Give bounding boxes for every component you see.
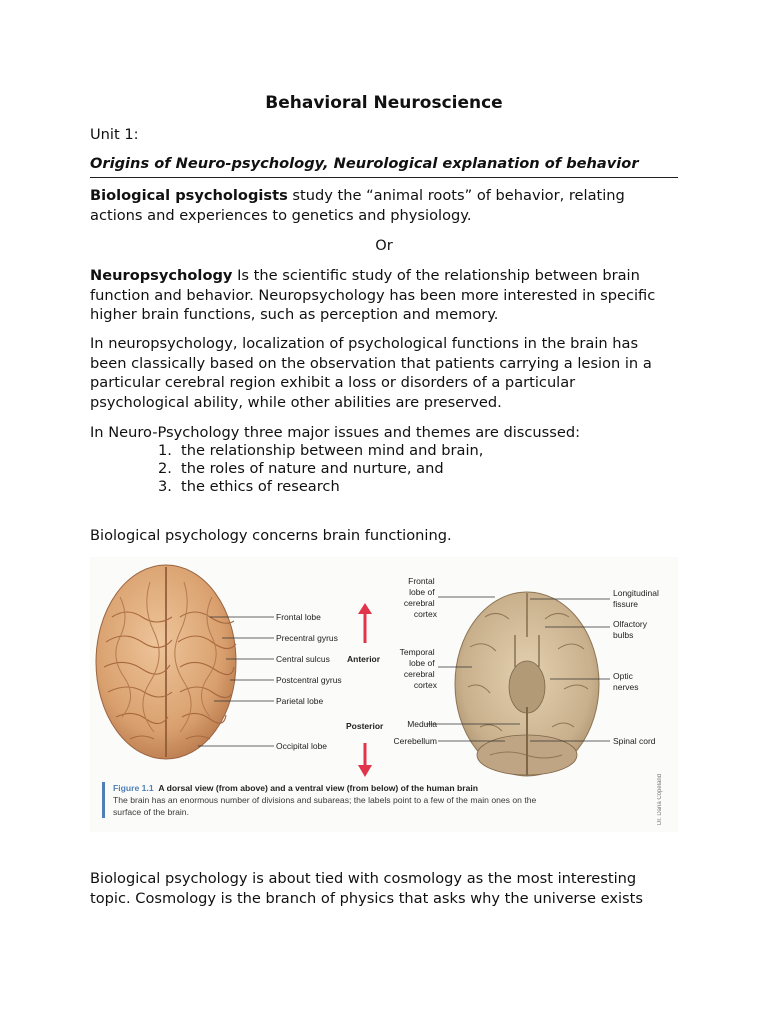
or-separator: Or xyxy=(375,237,393,254)
term-neuropsychology: Neuropsychology xyxy=(90,267,233,284)
label-longitudinal-fissure: Longitudinal fissure xyxy=(613,588,659,609)
label-occipital-lobe: Occipital lobe xyxy=(276,741,328,751)
photo-credit: Dr. Dana Copeland xyxy=(657,773,663,825)
label-ventral-frontal: Frontal lobe of cerebral cortex xyxy=(403,576,437,619)
paragraph-brain-functioning: Biological psychology concerns brain functioning. xyxy=(90,527,452,544)
posterior-arrow-icon xyxy=(358,743,372,777)
page-title: Behavioral Neuroscience xyxy=(265,93,503,113)
figure-caption-text: The brain has an enormous number of divisions and subareas; the labels point to a few of the main ones on the surface of the brain. xyxy=(113,795,537,817)
label-cerebellum: Cerebellum xyxy=(393,736,437,746)
paragraph-text: Is the scientific study of the relationship between brain function and behavior. Neuropsychology has been more interested in specific higher brain functions, such as perception and memory. xyxy=(90,267,656,324)
paragraph-localization: In neuropsychology, localization of psychological functions in the brain has been classically based on the observation that patients carrying a lesion in a particular cerebral region exhibit a loss or disorders of a particular psychological ability, while other abilities are preserved. xyxy=(90,335,652,411)
list-intro: In Neuro-Psychology three major issues and themes are discussed: xyxy=(90,424,581,441)
label-ventral-temporal: Temporal lobe of cerebral cortex xyxy=(399,647,437,690)
anterior-arrow-icon xyxy=(358,603,372,643)
paragraph-neuropsychology xyxy=(90,266,678,325)
list-item: 3. the ethics of research xyxy=(158,478,340,495)
figure-number: Figure 1.1 xyxy=(113,783,154,793)
label-olfactory-bulbs: Olfactory bulbs xyxy=(613,619,648,640)
paragraph-biological-psychologists xyxy=(90,186,678,225)
label-parietal-lobe: Parietal lobe xyxy=(276,696,324,706)
paragraph-cosmology: Biological psychology is about tied with cosmology as the most interesting topic. Cosmology is the branch of physics that asks why the universe exists xyxy=(90,870,643,907)
label-optic-nerves: Optic nerves xyxy=(613,671,639,692)
label-spinal-cord: Spinal cord xyxy=(613,736,656,746)
dorsal-brain-image xyxy=(96,565,236,759)
list-item: 2. the roles of nature and nurture, and xyxy=(158,460,444,477)
label-postcentral-gyrus: Postcentral gyrus xyxy=(276,675,342,685)
ventral-brain-image xyxy=(455,592,599,776)
unit-label: Unit 1: xyxy=(90,126,139,143)
brain-figure xyxy=(90,557,678,832)
issues-list xyxy=(90,442,678,496)
figure-caption xyxy=(102,782,543,818)
term-biological-psychologists: Biological psychologists xyxy=(90,187,288,204)
label-anterior: Anterior xyxy=(347,654,381,664)
figure-title: A dorsal view (from above) and a ventral view (from below) of the human brain xyxy=(158,783,478,793)
paragraph-text: study the “animal roots” of behavior, relating actions and experiences to genetics and physiology. xyxy=(90,187,625,224)
label-precentral-gyrus: Precentral gyrus xyxy=(276,633,338,643)
label-central-sulcus: Central sulcus xyxy=(276,654,330,664)
section-subtitle: Origins of Neuro-psychology, Neurological explanation of behavior xyxy=(90,154,678,178)
label-posterior: Posterior xyxy=(346,721,384,731)
list-item: 1. the relationship between mind and brain, xyxy=(158,442,484,459)
label-medulla: Medulla xyxy=(407,719,437,729)
label-frontal-lobe: Frontal lobe xyxy=(276,612,321,622)
